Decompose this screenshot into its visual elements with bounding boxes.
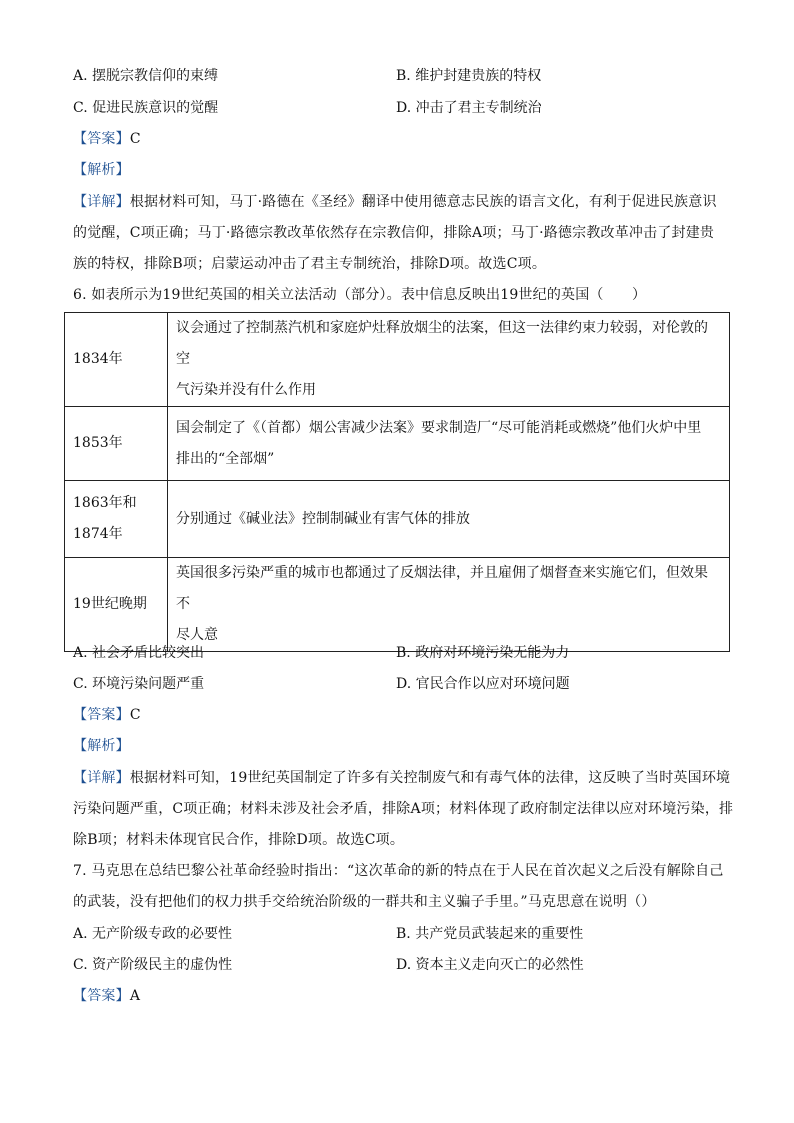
q7-answer xyxy=(73,986,733,1006)
q6-options-row-1 xyxy=(73,643,733,663)
answer-label: 【答案】 xyxy=(73,988,130,1004)
detail-label: 【详解】 xyxy=(73,194,130,210)
legislation-table xyxy=(64,312,730,652)
year-text: 1863年和 xyxy=(73,495,137,511)
q5-options-row-1 xyxy=(73,66,733,86)
detail-label: 【详解】 xyxy=(73,770,130,786)
q6-answer xyxy=(73,705,733,725)
table-cell-year xyxy=(65,313,168,407)
table-row xyxy=(65,481,730,558)
table-cell-content xyxy=(168,481,730,558)
q5-option-d: D. 冲击了君主专制统治 xyxy=(396,100,542,116)
q7-stem-line-1: 7. 马克思在总结巴黎公社革命经验时指出：“这次革命的新的特点在于人民在首次起义之后没有解除自己 xyxy=(73,863,724,879)
content-text: 尽人意 xyxy=(176,627,218,643)
table-cell-year xyxy=(65,481,168,558)
table-row xyxy=(65,407,730,481)
q6-option-b: B. 政府对环境污染无能为力 xyxy=(396,645,570,661)
content-text: 议会通过了控制蒸汽机和家庭炉灶释放烟尘的法案，但这一法律约束力较弱，对伦敦的空 xyxy=(176,320,708,367)
year-text: 1853年 xyxy=(73,435,123,451)
table-row xyxy=(65,313,730,407)
content-text: 排出的“全部烟” xyxy=(176,450,275,467)
table-cell-content xyxy=(168,313,730,407)
answer-value: C xyxy=(129,707,141,723)
table-cell-year xyxy=(65,407,168,481)
year-text: 1874年 xyxy=(73,526,123,542)
answer-label: 【答案】 xyxy=(73,707,130,723)
q5-detail-line-3: 族的特权，排除B项；启蒙运动冲击了君主专制统治，排除D项。故选C项。 xyxy=(73,256,547,272)
year-text: 19世纪晚期 xyxy=(73,596,147,612)
q7-option-a: A. 无产阶级专政的必要性 xyxy=(73,926,233,942)
q5-detail-line-1 xyxy=(73,192,733,212)
q5-option-b: B. 维护封建贵族的特权 xyxy=(396,68,542,84)
q5-detail-line-2: 的觉醒，C项正确；马丁·路德宗教改革依然存在宗教信仰，排除A项；马丁·路德宗教改革冲击了封建贵 xyxy=(73,225,715,241)
year-text: 1834年 xyxy=(73,351,123,367)
content-text: 英国很多污染严重的城市也都通过了反烟法律，并且雇佣了烟督查来实施它们，但效果不 xyxy=(176,565,708,612)
table-cell-content xyxy=(168,407,730,481)
table-row xyxy=(65,558,730,652)
q7-option-d: D. 资本主义走向灭亡的必然性 xyxy=(396,957,584,973)
q5-options-row-2 xyxy=(73,98,733,118)
q7-options-row-2 xyxy=(73,955,733,975)
q5-option-c: C. 促进民族意识的觉醒 xyxy=(73,100,219,116)
answer-value: C xyxy=(129,131,141,147)
content-text: 国会制定了《（首都）烟公害减少法案》要求制造厂“尽可能消耗或燃烧”他们火炉中里 xyxy=(176,419,702,436)
q5-analysis-heading xyxy=(73,160,733,180)
q6-detail-line-1 xyxy=(73,768,733,788)
detail-text: 根据材料可知，马丁·路德在《圣经》翻译中使用德意志民族的语言文化，有利于促进民族意识 xyxy=(129,194,717,210)
analysis-label: 【解析】 xyxy=(73,162,130,178)
q6-stem: 6. 如表所示为19世纪英国的相关立法活动（部分）。表中信息反映出19世纪的英国（ ） xyxy=(73,287,647,303)
table-cell-content xyxy=(168,558,730,652)
q5-option-a: A. 摆脱宗教信仰的束缚 xyxy=(73,68,219,84)
detail-text: 根据材料可知，19世纪英国制定了许多有关控制废气和有毒气体的法律，这反映了当时英国环境 xyxy=(129,770,731,786)
table-cell-year xyxy=(65,558,168,652)
q6-option-c: C. 环境污染问题严重 xyxy=(73,676,205,692)
q7-option-b: B. 共产党员武装起来的重要性 xyxy=(396,926,584,942)
q6-analysis-heading xyxy=(73,736,733,756)
answer-value: A xyxy=(129,988,141,1004)
q7-stem-line-2: 的武装，没有把他们的权力拱手交给统治阶级的一群共和主义骗子手里。”马克思意在说明（） xyxy=(73,894,656,910)
q6-options-row-2 xyxy=(73,674,733,694)
answer-label: 【答案】 xyxy=(73,131,130,147)
q6-option-a: A. 社会矛盾比较突出 xyxy=(73,645,205,661)
q6-detail-line-2: 污染问题严重，C项正确；材料未涉及社会矛盾，排除A项；材料体现了政府制定法律以应对环境污染，排 xyxy=(73,801,734,817)
content-text: 气污染并没有什么作用 xyxy=(176,382,316,398)
q6-option-d: D. 官民合作以应对环境问题 xyxy=(396,676,570,692)
q5-answer xyxy=(73,129,733,149)
q6-detail-line-3: 除B项；材料未体现官民合作，排除D项。故选C项。 xyxy=(73,832,405,848)
q7-options-row-1 xyxy=(73,924,733,944)
content-text: 分别通过《碱业法》控制制碱业有害气体的排放 xyxy=(176,510,470,527)
q7-option-c: C. 资产阶级民主的虚伪性 xyxy=(73,957,233,973)
analysis-label: 【解析】 xyxy=(73,738,130,754)
